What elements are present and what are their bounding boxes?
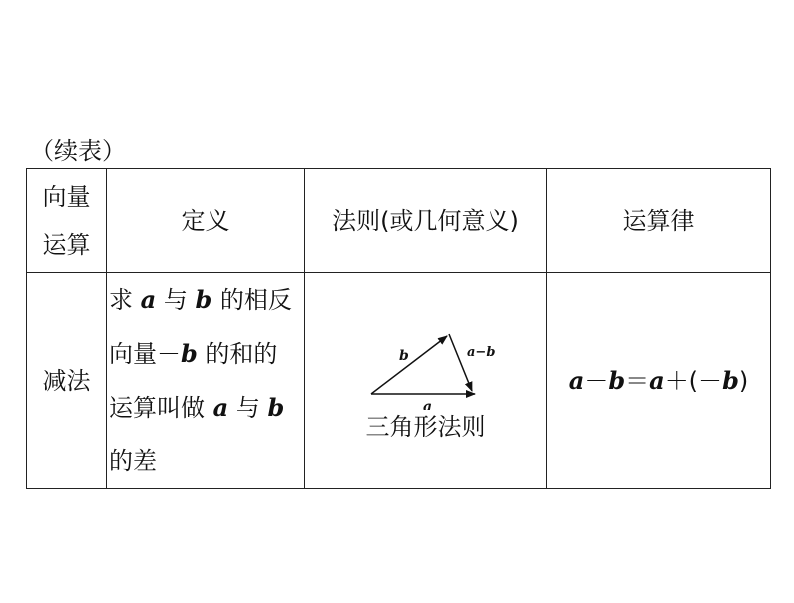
operation-name: 减法 [27,273,107,489]
law-symbol: ＋(－ [664,366,723,395]
law-vector-b: b [608,365,626,395]
triangle-rule-label: 三角形法则 [365,412,486,441]
def-text: 的和的 [197,340,278,368]
def-text: 的相反 [212,286,292,314]
law-symbol: ) [738,366,749,395]
header-law: 运算律 [547,169,771,273]
def-text: 运算叫做 [109,394,213,422]
def-text: 向量－ [109,340,181,368]
def-vector-a: a [212,393,229,422]
def-vector-b: b [267,393,285,422]
header-vector-operation-line1: 向量 [42,182,91,211]
vector-a-minus-b-arrow [449,334,472,391]
law-vector-a: a [568,365,585,395]
def-vector-b: b [195,285,213,314]
law-vector-a: a [649,365,665,395]
law-symbol: ＝ [625,366,650,395]
table-caption: （续表） [30,137,126,165]
def-text: 与 [228,394,268,422]
header-definition: 定义 [107,169,305,273]
def-text: 求 [109,286,141,314]
header-vector-operation [27,169,107,273]
def-text: 与 [156,286,196,314]
definition-cell [107,273,305,489]
law-cell [547,273,771,489]
label-a: a [422,398,432,410]
header-rule: 法则(或几何意义) [305,169,547,273]
vector-b-arrow [371,336,447,394]
table-row-subtraction [27,273,771,489]
def-text: 的差 [109,447,157,475]
triangle-rule-diagram [351,320,501,410]
table-header-row [27,169,771,273]
rule-cell [305,273,547,489]
law-symbol: － [584,366,609,395]
def-vector-b: b [181,339,198,368]
vector-operation-table [26,168,771,489]
header-vector-operation-line2: 运算 [42,230,91,259]
law-vector-b: b [722,365,739,395]
label-a-minus-b: a−b [466,344,495,360]
def-vector-a: a [140,285,157,314]
label-b: b [398,347,409,364]
